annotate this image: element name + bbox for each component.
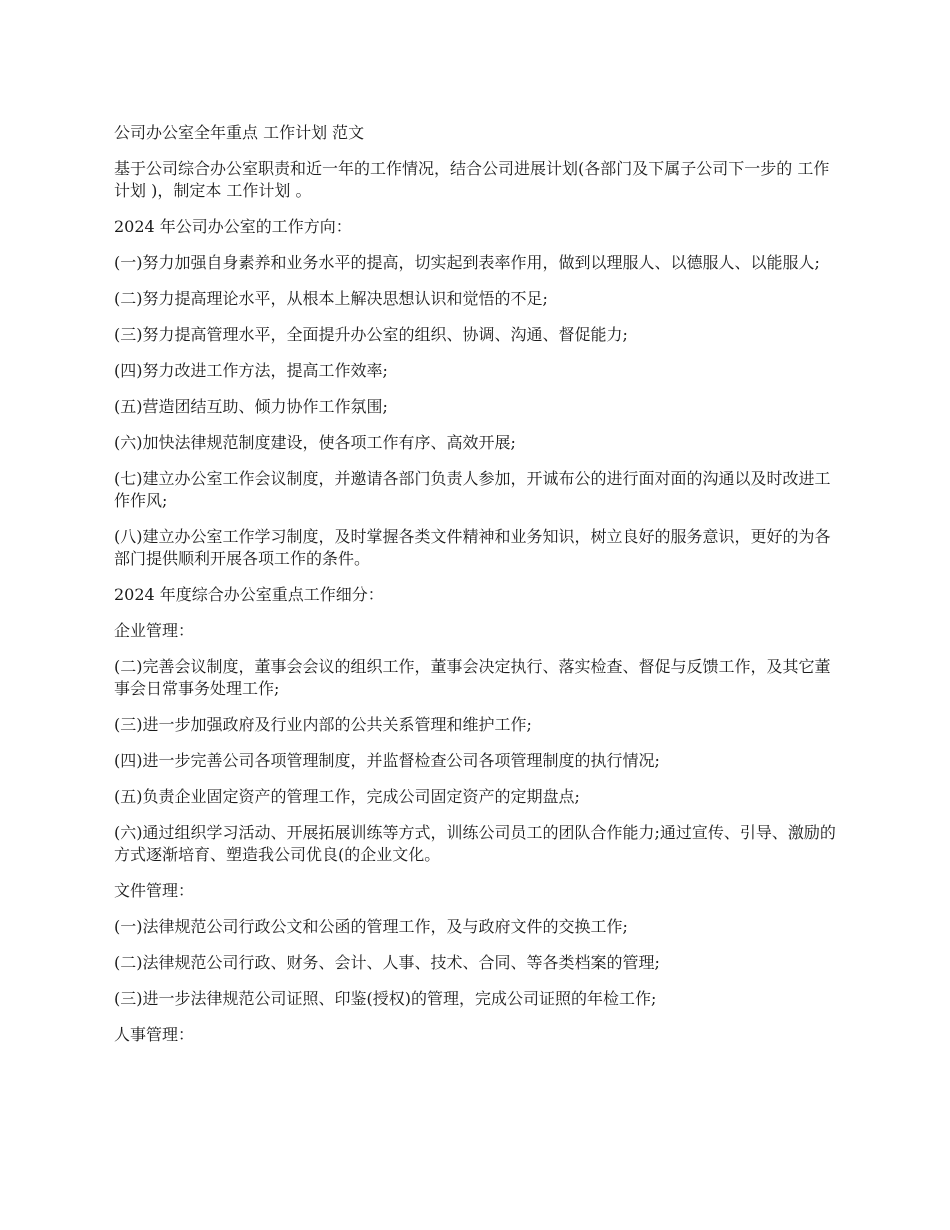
enterprise-item-4: (四)进一步完善公司各项管理制度，并监督检查公司各项管理制度的执行情况; bbox=[114, 751, 660, 770]
enterprise-item-6: (六)通过组织学习活动、开展拓展训练等方式，训练公司员工的团队合作能力;通过宣传、引导、激励的方式逐渐培育、塑造我公司优良(的企业文化。 bbox=[114, 823, 836, 864]
subsection-heading-enterprise: 企业管理： bbox=[114, 621, 195, 640]
direction-item-2: (二)努力提高理论水平，从根本上解决思想认识和觉悟的不足; bbox=[114, 289, 548, 308]
direction-item-8: (八)建立办公室工作学习制度，及时掌握各类文件精神和业务知识，树立良好的服务意识，更好的为各部门提供顺利开展各项工作的条件。 bbox=[114, 527, 831, 568]
files-item-1: (一)法律规范公司行政公文和公函的管理工作，及与政府文件的交换工作; bbox=[114, 917, 628, 936]
direction-item-6: (六)加快法律规范制度建设，使各项工作有序、高效开展; bbox=[114, 433, 516, 452]
enterprise-item-2: (二)完善会议制度，董事会会议的组织工作，董事会决定执行、落实检查、督促与反馈工作，及其它董事会日常事务处理工作; bbox=[114, 657, 831, 698]
subsection-heading-hr: 人事管理： bbox=[114, 1025, 195, 1044]
direction-item-4: (四)努力改进工作方法，提高工作效率; bbox=[114, 361, 388, 380]
subsection-heading-files: 文件管理： bbox=[114, 881, 195, 900]
enterprise-item-5: (五)负责企业固定资产的管理工作，完成公司固定资产的定期盘点; bbox=[114, 787, 580, 806]
section-heading-direction: 2024 年公司办公室的工作方向： bbox=[114, 217, 352, 236]
files-item-3: (三)进一步法律规范公司证照、印鉴(授权)的管理，完成公司证照的年检工作; bbox=[114, 989, 657, 1008]
document-body bbox=[114, 122, 840, 1060]
direction-item-1: (一)努力加强自身素养和业务水平的提高，切实起到表率作用，做到以理服人、以德服人、以能服人; bbox=[114, 253, 820, 272]
document-title: 公司办公室全年重点 工作计划 范文 bbox=[114, 123, 365, 142]
direction-item-7: (七)建立办公室工作会议制度，并邀请各部门负责人参加，开诚布公的进行面对面的沟通以及时改进工作作风; bbox=[114, 469, 831, 510]
enterprise-item-3: (三)进一步加强政府及行业内部的公共关系管理和维护工作; bbox=[114, 715, 532, 734]
section-heading-breakdown: 2024 年度综合办公室重点工作细分： bbox=[114, 585, 384, 604]
files-item-2: (二)法律规范公司行政、财务、会计、人事、技术、合同、等各类档案的管理; bbox=[114, 953, 660, 972]
direction-item-3: (三)努力提高管理水平，全面提升办公室的组织、协调、沟通、督促能力; bbox=[114, 325, 628, 344]
intro-paragraph: 基于公司综合办公室职责和近一年的工作情况，结合公司进展计划(各部门及下属子公司下一步的 工作计划 )，制定本 工作计划 。 bbox=[114, 159, 830, 200]
direction-item-5: (五)营造团结互助、倾力协作工作氛围; bbox=[114, 397, 388, 416]
